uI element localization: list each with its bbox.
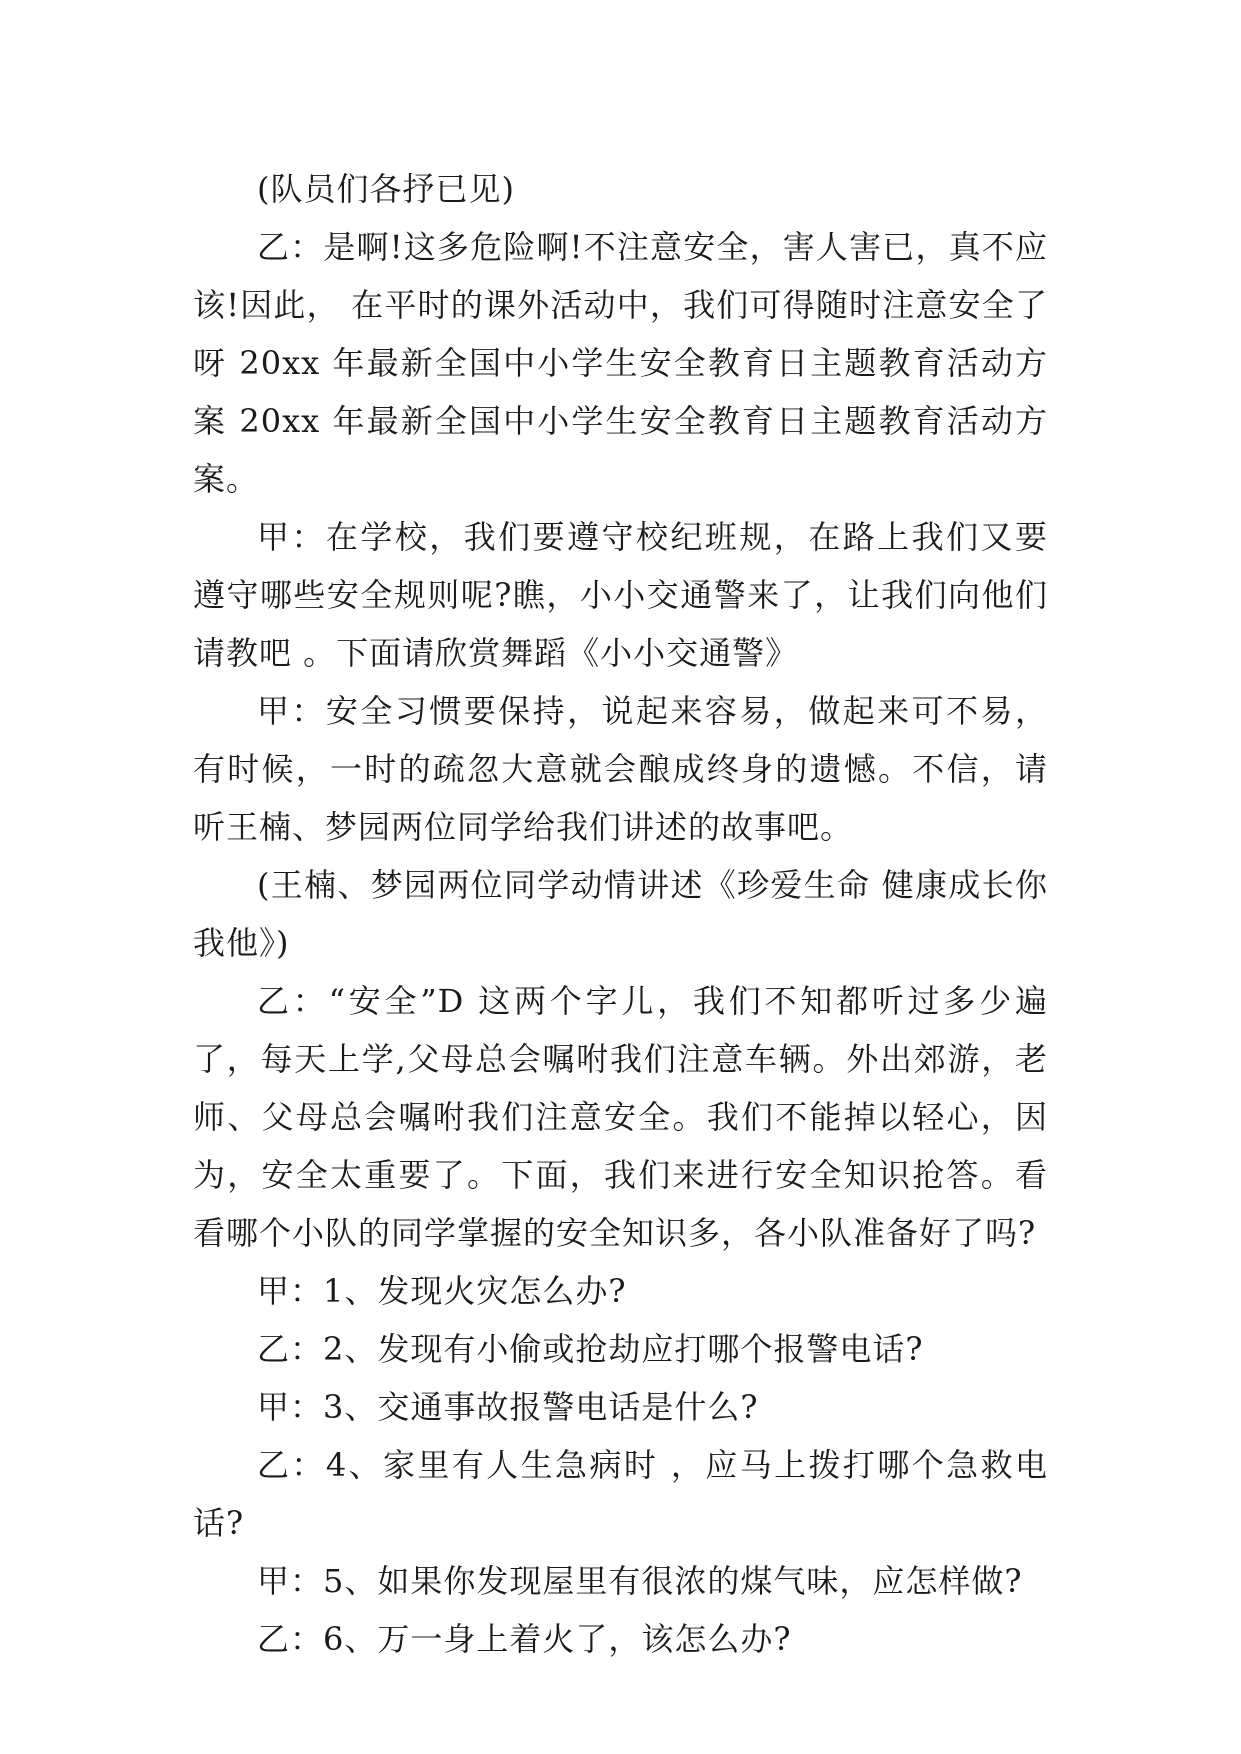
question-2: 乙：2、发现有小偷或抢劫应打哪个报警电话? bbox=[257, 1330, 924, 1368]
document-body bbox=[193, 160, 1048, 1668]
paragraph-4: 甲：安全习惯要保持，说起来容易，做起来可不易，有时候，一时的疏忽大意就会酿成终身的遗憾。不信，请听王楠、梦园两位同学给我们讲述的故事吧。 bbox=[193, 692, 1048, 846]
question-5: 甲：5、如果你发现屋里有很浓的煤气味，应怎样做? bbox=[257, 1562, 1023, 1600]
paragraph-6: 乙：“安全”D 这两个字儿，我们不知都听过多少遍了，每天上学,父母总会嘱咐我们注意车辆。外出郊游，老师、父母总会嘱咐我们注意安全。我们不能掉以轻心，因为，安全太重要了。下面，我们来进行安全知识抢答。看看哪个小队的同学掌握的安全知识多，各小队准备好了吗? bbox=[193, 982, 1048, 1252]
question-3: 甲：3、交通事故报警电话是什么? bbox=[257, 1388, 759, 1426]
paragraph-1: (队员们各抒已见) bbox=[257, 170, 515, 208]
question-4: 乙：4、家里有人生急病时 ，应马上拨打哪个急救电话? bbox=[193, 1446, 1048, 1542]
paragraph-2: 乙：是啊!这多危险啊!不注意安全，害人害已，真不应该!因此， 在平时的课外活动中，我们可得随时注意安全了呀 20xx 年最新全国中小学生安全教育日主题教育活动方案 20xx 年最新全国中小学生安全教育日主题教育活动方案。 bbox=[193, 228, 1048, 498]
question-1: 甲：1、发现火灾怎么办? bbox=[257, 1272, 627, 1310]
question-6: 乙：6、万一身上着火了，该怎么办? bbox=[257, 1620, 792, 1658]
paragraph-3: 甲：在学校，我们要遵守校纪班规，在路上我们又要遵守哪些安全规则呢?瞧，小小交通警来了，让我们向他们请教吧 。下面请欣赏舞蹈《小小交通警》 bbox=[193, 518, 1048, 672]
paragraph-5: (王楠、梦园两位同学动情讲述《珍爱生命 健康成长你我他》) bbox=[193, 866, 1048, 962]
